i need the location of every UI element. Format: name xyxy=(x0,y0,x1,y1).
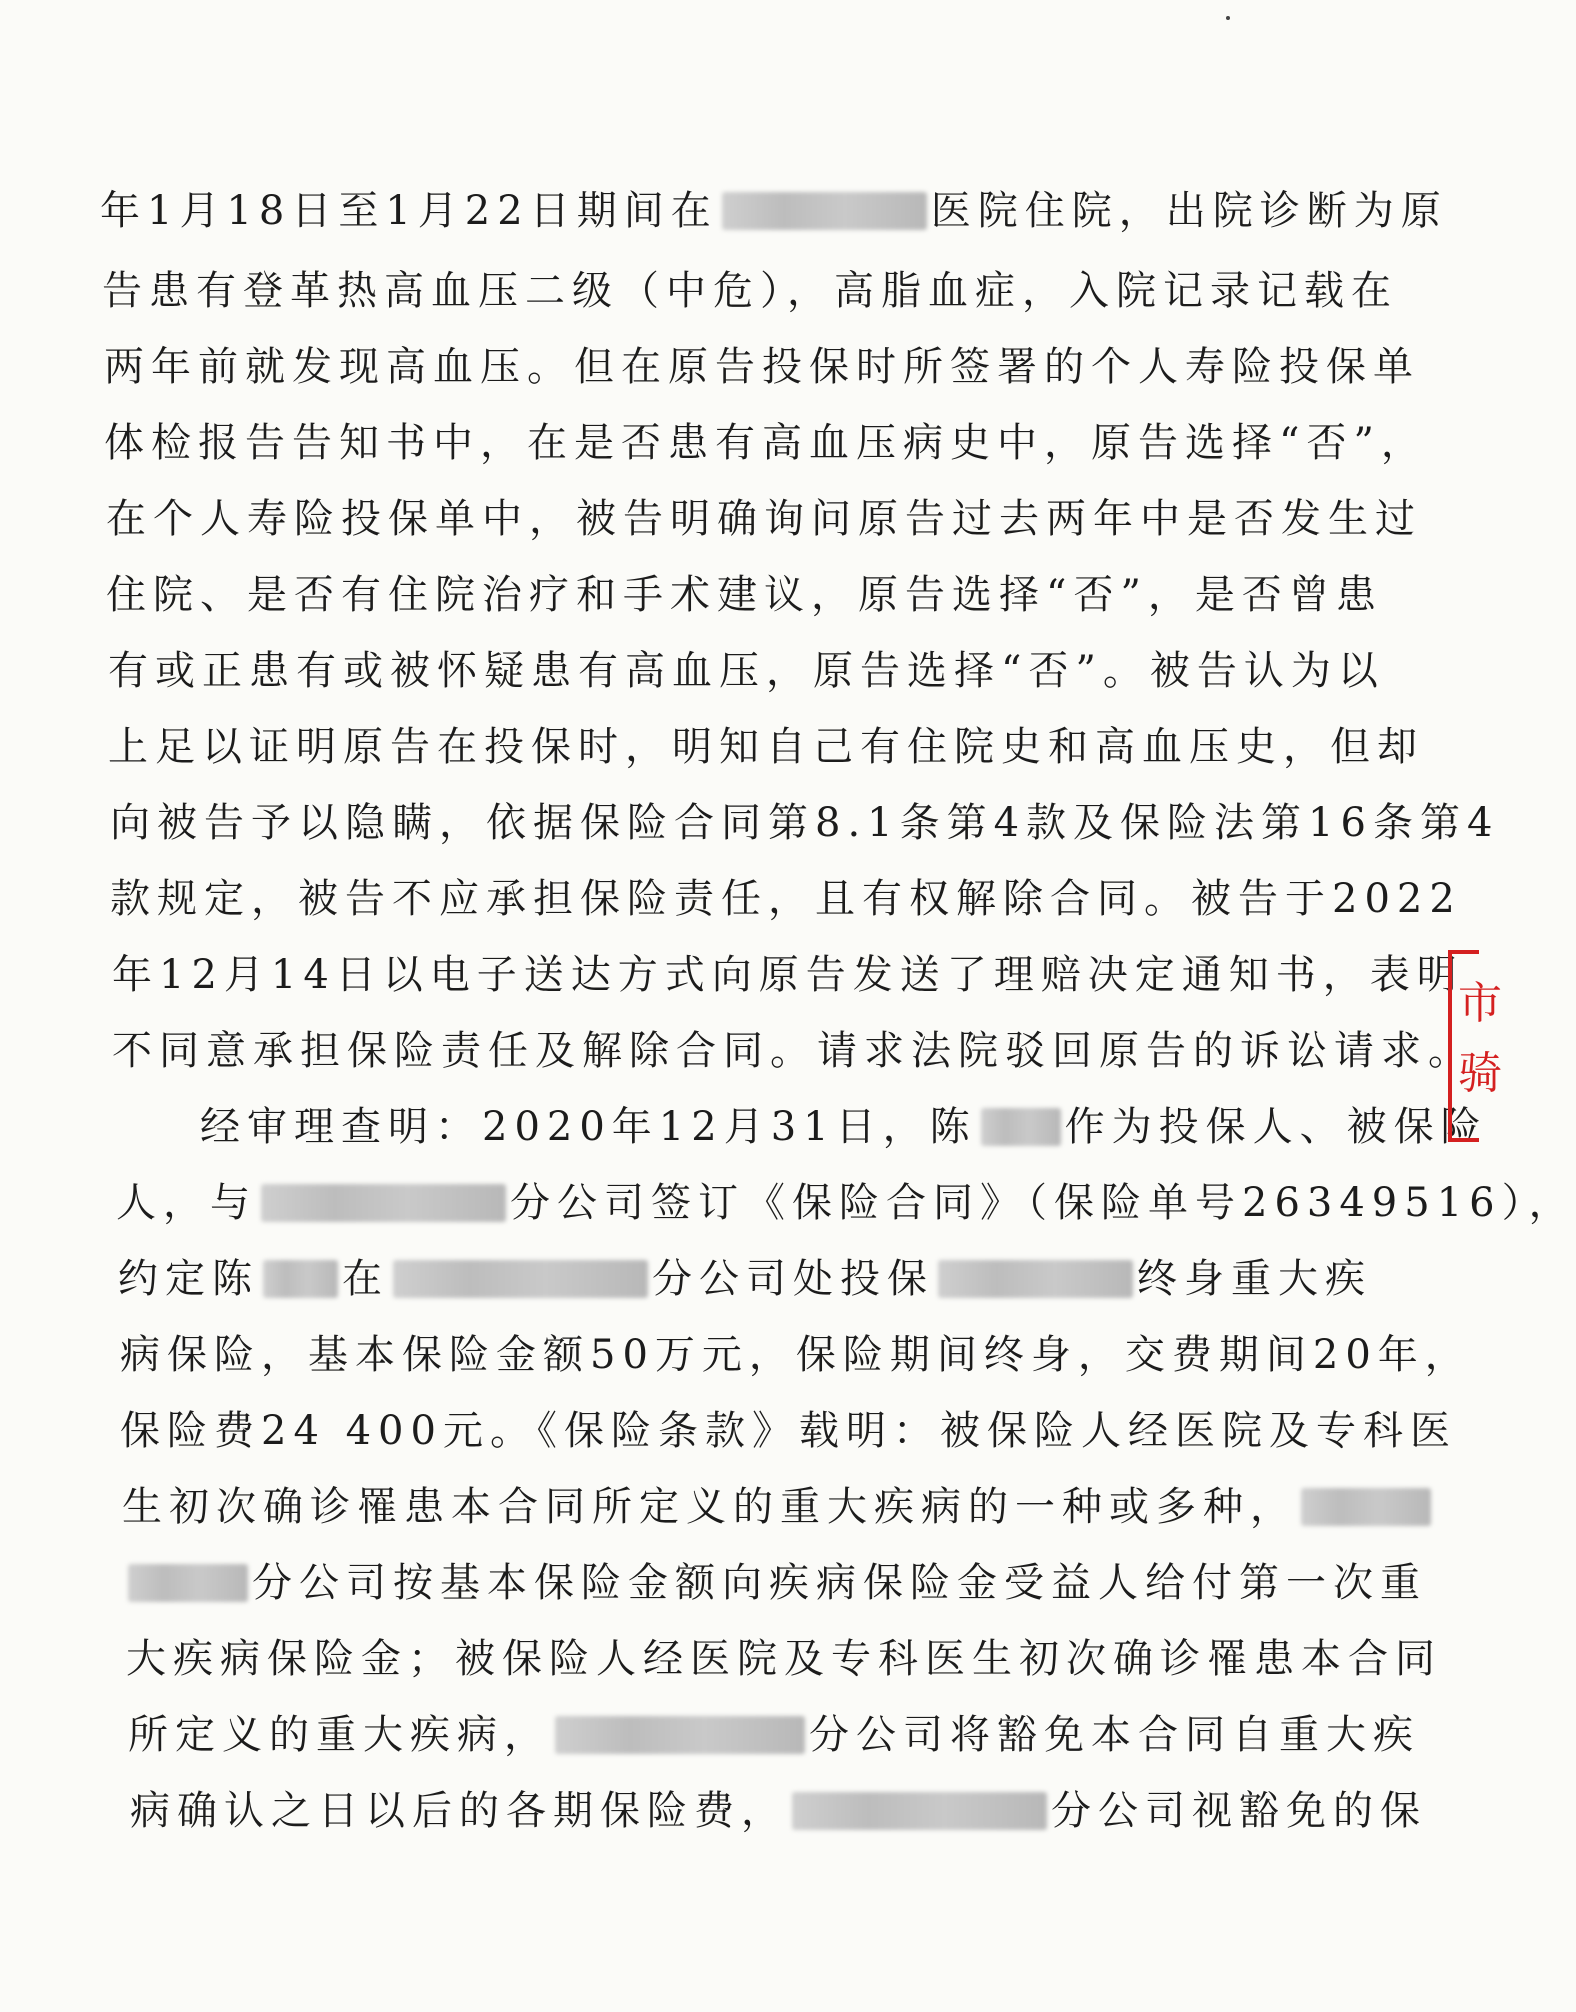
text-line xyxy=(130,1782,1427,1837)
text-line xyxy=(124,1554,1427,1609)
text-segment: 终身重大疾 xyxy=(1137,1256,1372,1302)
text-line xyxy=(104,414,1428,469)
text-line xyxy=(112,1022,1475,1077)
text-segment: 经审理查明：2020年12月31日，陈 xyxy=(200,1104,977,1150)
text-segment: 大疾病保险金；被保险人经医院及专科医生初次确诊罹患本合同 xyxy=(126,1636,1442,1682)
redaction-block xyxy=(938,1260,1133,1298)
redaction-block xyxy=(128,1564,248,1602)
text-segment: 上足以证明原告在投保时，明知自己有住院史和高血压史，但却 xyxy=(108,724,1424,770)
text-line xyxy=(106,490,1422,545)
text-segment: 不同意承担保险责任及解除合同。请求法院驳回原告的诉讼请求。 xyxy=(112,1028,1475,1074)
text-line xyxy=(110,870,1462,925)
text-line xyxy=(110,794,1499,849)
text-segment: 分公司处投保 xyxy=(652,1256,934,1302)
text-segment: 医院住院，出院诊断为原 xyxy=(930,188,1448,234)
text-segment: 告患有登革热高血压二级（中危），高脂血症，入院记录记载在 xyxy=(102,268,1398,314)
text-segment: 款规定，被告不应承担保险责任，且有权解除合同。被告于2022 xyxy=(110,876,1462,922)
text-segment: 年12月14日以电子送达方式向原告发送了理赔决定通知书，表明 xyxy=(112,952,1464,998)
text-line xyxy=(126,1630,1442,1685)
text-segment: 住院、是否有住院治疗和手术建议，原告选择“否”，是否曾患 xyxy=(106,572,1383,618)
text-line xyxy=(112,946,1464,1001)
redaction-block xyxy=(263,1260,338,1298)
text-segment: 两年前就发现高血压。但在原告投保时所签署的个人寿险投保单 xyxy=(104,344,1420,390)
redaction-block xyxy=(555,1716,805,1754)
text-segment: 保险费24 400元。《保险条款》载明：被保险人经医院及专科医 xyxy=(120,1408,1457,1454)
text-line xyxy=(108,718,1424,773)
redaction-block xyxy=(722,192,927,230)
text-segment: 所定义的重大疾病， xyxy=(128,1712,551,1758)
redaction-block xyxy=(792,1792,1047,1830)
redaction-block xyxy=(261,1184,506,1222)
text-segment: 约定陈 xyxy=(118,1256,259,1302)
text-line xyxy=(200,1098,1488,1153)
text-segment: 年1月18日至1月22日期间在 xyxy=(100,188,718,234)
text-line xyxy=(108,642,1385,697)
text-line xyxy=(100,182,1448,237)
text-line xyxy=(128,1706,1420,1761)
text-segment: 人，与 xyxy=(116,1180,257,1226)
text-line xyxy=(120,1326,1472,1381)
text-line xyxy=(106,566,1383,621)
text-line xyxy=(122,1478,1435,1533)
redaction-block xyxy=(1301,1488,1431,1526)
text-line xyxy=(116,1174,1576,1229)
seal-stamp xyxy=(1438,948,1502,1144)
seal-char-1: 市 xyxy=(1458,978,1502,1029)
text-segment: 体检报告告知书中，在是否患有高血压病史中，原告选择“否”， xyxy=(104,420,1428,466)
text-segment: 在个人寿险投保单中，被告明确询问原告过去两年中是否发生过 xyxy=(106,496,1422,542)
text-line xyxy=(118,1250,1372,1305)
text-segment: 生初次确诊罹患本合同所定义的重大疾病的一种或多种， xyxy=(122,1484,1297,1530)
text-segment: 作为投保人、被保险 xyxy=(1064,1104,1488,1150)
text-segment: 分公司视豁免的保 xyxy=(1051,1788,1427,1834)
redaction-block xyxy=(393,1260,648,1298)
text-segment: 病确认之日以后的各期保险费， xyxy=(130,1788,788,1834)
text-segment: 在 xyxy=(342,1256,389,1302)
redaction-block xyxy=(981,1108,1061,1146)
text-line xyxy=(104,338,1420,393)
text-segment: 分公司按基本保险金额向疾病保险金受益人给付第一次重 xyxy=(252,1560,1427,1606)
text-segment: 向被告予以隐瞒，依据保险合同第8.1条第4款及保险法第16条第4 xyxy=(110,800,1500,846)
seal-char-2: 骑 xyxy=(1458,1048,1502,1099)
text-segment: 分公司签订《保险合同》（保险单号26349516）， xyxy=(510,1180,1576,1226)
text-segment: 分公司将豁免本合同自重大疾 xyxy=(809,1712,1420,1758)
text-segment: 有或正患有或被怀疑患有高血压，原告选择“否”。被告认为以 xyxy=(108,648,1385,694)
text-line xyxy=(120,1402,1457,1457)
text-segment: 病保险，基本保险金额50万元，保险期间终身，交费期间20年， xyxy=(120,1332,1472,1378)
text-line xyxy=(102,262,1398,317)
speck-mark xyxy=(1226,16,1230,20)
